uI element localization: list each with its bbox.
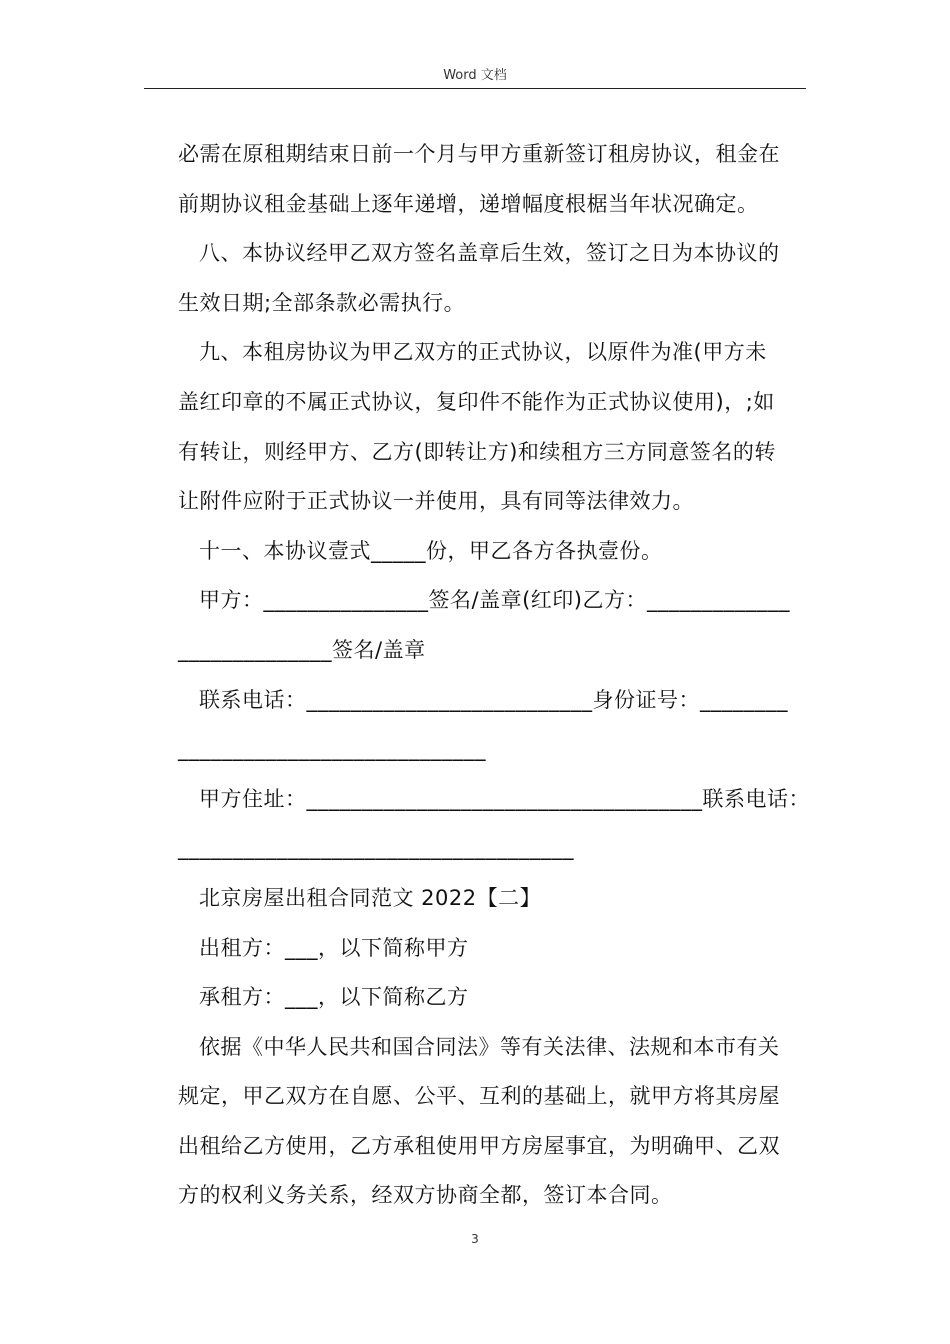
paragraph-line: 必需在原租期结束日前一个月与甲方重新签订租房协议，租金在 xyxy=(178,142,780,166)
paragraph-line: 出租方：___，以下简称甲方 xyxy=(199,935,469,960)
paragraph-line: 十一、本协议壹式_____份，甲乙各方各执壹份。 xyxy=(199,538,663,563)
signature-line: 甲方：_______________签名/盖章(红印)乙方：_____________ xyxy=(199,588,790,613)
paragraph-line: 依据《中华人民共和国合同法》等有关法律、法规和本市有关 xyxy=(199,1034,780,1059)
page-number: 3 xyxy=(471,1232,479,1246)
document-body xyxy=(178,130,808,1221)
paragraph-line: 方的权利义务关系，经双方协商全都，签订本合同。 xyxy=(178,1183,673,1208)
contact-line: ____________________________ xyxy=(178,737,486,762)
address-line: 甲方住址：____________________________________联系电话： xyxy=(199,786,810,811)
paragraph-line: 八、本协议经甲乙双方签名盖章后生效，签订之日为本协议的 xyxy=(199,241,780,266)
paragraph-line: 九、本租房协议为甲乙双方的正式协议，以原件为准(甲方未 xyxy=(199,340,767,365)
address-line: ____________________________________ xyxy=(178,836,574,861)
paragraph-line: 出租给乙方使用，乙方承租使用甲方房屋事宜，为明确甲、乙双 xyxy=(178,1133,780,1158)
document-header-title: Word 文档 xyxy=(443,68,507,83)
paragraph-line: 承租方：___，以下简称乙方 xyxy=(199,985,469,1010)
paragraph-line: 前期协议租金基础上逐年递增，递增幅度根椐当年状况确定。 xyxy=(178,191,759,216)
section-title: 北京房屋出租合同范文 2022【二】 xyxy=(199,885,542,910)
paragraph-line: 让附件应附于正式协议一并使用，具有同等法律效力。 xyxy=(178,489,694,514)
signature-line: ______________签名/盖章 xyxy=(178,637,426,662)
paragraph-line: 盖红印章的不属正式协议，复印件不能作为正式协议使用)，;如 xyxy=(178,389,775,414)
contact-line: 联系电话：__________________________身份证号：________ xyxy=(199,687,788,712)
paragraph-line: 生效日期;全部条款必需执行。 xyxy=(178,290,466,315)
paragraph-line: 有转让，则经甲方、乙方(即转让方)和续租方三方同意签名的转 xyxy=(178,439,776,464)
header-divider xyxy=(144,88,806,89)
paragraph-line: 规定，甲乙双方在自愿、公平、互利的基础上，就甲方将其房屋 xyxy=(178,1084,780,1109)
